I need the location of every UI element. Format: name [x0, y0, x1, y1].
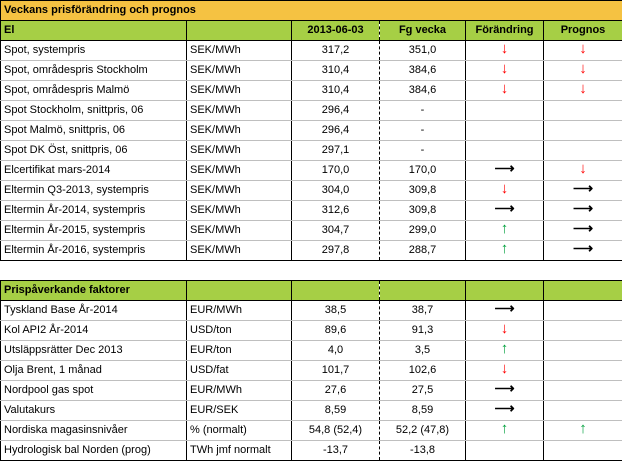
section-header-row	[1, 21, 622, 41]
table-row	[1, 381, 622, 401]
row-value-previous: 91,3	[380, 321, 466, 341]
row-value-previous: 309,8	[380, 181, 466, 201]
row-forecast-cell	[544, 121, 622, 141]
row-value-previous: 27,5	[380, 381, 466, 401]
row-change-cell	[466, 381, 544, 401]
row-label: Eltermin År-2015, systempris	[1, 221, 187, 241]
row-forecast-cell	[544, 441, 622, 461]
table-row	[1, 61, 622, 81]
change-down-arrow-icon: ↓	[501, 361, 509, 376]
row-label: Eltermin År-2014, systempris	[1, 201, 187, 221]
change-up-arrow-icon: ↑	[501, 341, 509, 356]
row-change-cell	[466, 421, 544, 441]
forecast-down-arrow-icon: ↓	[579, 81, 587, 96]
row-change-cell	[466, 201, 544, 221]
row-change-cell	[466, 341, 544, 361]
column-header-date: 2013-06-03	[292, 21, 380, 41]
column-header-change: Förändring	[466, 21, 544, 41]
row-forecast-cell	[544, 321, 622, 341]
row-value-current: 4,0	[292, 341, 380, 361]
column-header-prev-week	[380, 281, 466, 301]
column-header-forecast: Prognos	[544, 21, 622, 41]
row-label: Spot, områdespris Malmö	[1, 81, 187, 101]
row-unit: TWh jmf normalt	[187, 441, 292, 461]
change-up-arrow-icon: ↑	[501, 241, 509, 256]
row-label: Elcertifikat mars-2014	[1, 161, 187, 181]
row-value-current: 89,6	[292, 321, 380, 341]
row-label: Eltermin År-2016, systempris	[1, 241, 187, 261]
row-value-current: 297,1	[292, 141, 380, 161]
row-unit: SEK/MWh	[187, 41, 292, 61]
row-value-current: 54,8 (52,4)	[292, 421, 380, 441]
row-forecast-cell	[544, 61, 622, 81]
row-forecast-cell	[544, 301, 622, 321]
table-row	[1, 81, 622, 101]
forecast-down-arrow-icon: ↓	[579, 161, 587, 176]
row-forecast-cell	[544, 181, 622, 201]
table-row	[1, 341, 622, 361]
table-row	[1, 441, 622, 461]
row-unit: SEK/MWh	[187, 181, 292, 201]
row-change-cell	[466, 321, 544, 341]
row-value-previous: 38,7	[380, 301, 466, 321]
forecast-flat-arrow-icon: ⟶	[573, 221, 593, 236]
row-unit: SEK/MWh	[187, 61, 292, 81]
row-change-cell	[466, 361, 544, 381]
row-label: Spot DK Öst, snittpris, 06	[1, 141, 187, 161]
column-header-unit	[187, 281, 292, 301]
table-row	[1, 401, 622, 421]
row-value-current: 310,4	[292, 61, 380, 81]
table-row	[1, 181, 622, 201]
row-forecast-cell	[544, 81, 622, 101]
row-change-cell	[466, 61, 544, 81]
row-forecast-cell	[544, 161, 622, 181]
row-value-current: 296,4	[292, 101, 380, 121]
row-value-previous: 102,6	[380, 361, 466, 381]
forecast-flat-arrow-icon: ⟶	[573, 201, 593, 216]
row-label: Kol API2 År-2014	[1, 321, 187, 341]
row-forecast-cell	[544, 421, 622, 441]
section-title: El	[1, 21, 187, 41]
forecast-flat-arrow-icon: ⟶	[573, 241, 593, 256]
row-change-cell	[466, 301, 544, 321]
section-header-row	[1, 281, 622, 301]
row-unit: EUR/MWh	[187, 301, 292, 321]
row-unit: SEK/MWh	[187, 201, 292, 221]
table-row	[1, 141, 622, 161]
row-change-cell	[466, 221, 544, 241]
section-title: Prispåverkande faktorer	[1, 281, 187, 301]
row-label: Nordpool gas spot	[1, 381, 187, 401]
row-change-cell	[466, 241, 544, 261]
row-forecast-cell	[544, 101, 622, 121]
change-up-arrow-icon: ↑	[501, 421, 509, 436]
row-unit: SEK/MWh	[187, 141, 292, 161]
row-value-current: 297,8	[292, 241, 380, 261]
row-value-current: 27,6	[292, 381, 380, 401]
row-label: Tyskland Base År-2014	[1, 301, 187, 321]
row-value-current: 310,4	[292, 81, 380, 101]
column-header-date	[292, 281, 380, 301]
row-forecast-cell	[544, 201, 622, 221]
document-title: Veckans prisförändring och prognos	[1, 1, 622, 21]
row-label: Utsläppsrätter Dec 2013	[1, 341, 187, 361]
row-forecast-cell	[544, 141, 622, 161]
row-value-current: 296,4	[292, 121, 380, 141]
forecast-down-arrow-icon: ↓	[579, 61, 587, 76]
row-value-current: 304,0	[292, 181, 380, 201]
row-label: Eltermin Q3-2013, systempris	[1, 181, 187, 201]
row-value-previous: -	[380, 101, 466, 121]
row-unit: EUR/ton	[187, 341, 292, 361]
row-unit: EUR/SEK	[187, 401, 292, 421]
row-label: Valutakurs	[1, 401, 187, 421]
table-row	[1, 221, 622, 241]
change-flat-arrow-icon: ⟶	[494, 401, 514, 416]
table-row	[1, 241, 622, 261]
table-row	[1, 321, 622, 341]
table-row	[1, 301, 622, 321]
row-label: Olja Brent, 1 månad	[1, 361, 187, 381]
row-unit: EUR/MWh	[187, 381, 292, 401]
row-unit: % (normalt)	[187, 421, 292, 441]
row-value-current: 38,5	[292, 301, 380, 321]
row-change-cell	[466, 181, 544, 201]
row-value-previous: 52,2 (47,8)	[380, 421, 466, 441]
row-label: Spot Stockholm, snittpris, 06	[1, 101, 187, 121]
change-flat-arrow-icon: ⟶	[494, 301, 514, 316]
column-header-forecast	[544, 281, 622, 301]
table-row	[1, 101, 622, 121]
row-change-cell	[466, 141, 544, 161]
table-row	[1, 41, 622, 61]
row-value-previous: 3,5	[380, 341, 466, 361]
change-flat-arrow-icon: ⟶	[494, 381, 514, 396]
change-down-arrow-icon: ↓	[501, 181, 509, 196]
forecast-down-arrow-icon: ↓	[579, 41, 587, 56]
row-value-current: -13,7	[292, 441, 380, 461]
row-value-current: 101,7	[292, 361, 380, 381]
row-unit: SEK/MWh	[187, 161, 292, 181]
change-down-arrow-icon: ↓	[501, 41, 509, 56]
row-value-previous: 384,6	[380, 61, 466, 81]
row-unit: SEK/MWh	[187, 121, 292, 141]
row-label: Hydrologisk bal Norden (prog)	[1, 441, 187, 461]
row-forecast-cell	[544, 341, 622, 361]
change-flat-arrow-icon: ⟶	[494, 201, 514, 216]
change-down-arrow-icon: ↓	[501, 321, 509, 336]
row-value-current: 312,6	[292, 201, 380, 221]
row-unit: USD/fat	[187, 361, 292, 381]
row-forecast-cell	[544, 41, 622, 61]
column-header-prev-week: Fg vecka	[380, 21, 466, 41]
row-change-cell	[466, 101, 544, 121]
row-change-cell	[466, 81, 544, 101]
row-unit: USD/ton	[187, 321, 292, 341]
table-row	[1, 161, 622, 181]
row-label: Spot, områdespris Stockholm	[1, 61, 187, 81]
row-change-cell	[466, 441, 544, 461]
row-unit: SEK/MWh	[187, 81, 292, 101]
row-label: Spot, systempris	[1, 41, 187, 61]
row-value-current: 317,2	[292, 41, 380, 61]
row-value-previous: 309,8	[380, 201, 466, 221]
table-row	[1, 421, 622, 441]
row-forecast-cell	[544, 361, 622, 381]
table-row	[1, 201, 622, 221]
row-value-previous: -	[380, 121, 466, 141]
row-forecast-cell	[544, 241, 622, 261]
row-value-previous: 288,7	[380, 241, 466, 261]
change-flat-arrow-icon: ⟶	[494, 161, 514, 176]
table-row	[1, 361, 622, 381]
row-value-previous: -13,8	[380, 441, 466, 461]
forecast-flat-arrow-icon: ⟶	[573, 181, 593, 196]
row-forecast-cell	[544, 381, 622, 401]
change-up-arrow-icon: ↑	[501, 221, 509, 236]
row-change-cell	[466, 121, 544, 141]
row-label: Nordiska magasinsnivåer	[1, 421, 187, 441]
row-unit: SEK/MWh	[187, 221, 292, 241]
row-forecast-cell	[544, 401, 622, 421]
column-header-unit	[187, 21, 292, 41]
row-value-current: 170,0	[292, 161, 380, 181]
change-down-arrow-icon: ↓	[501, 61, 509, 76]
row-value-previous: 351,0	[380, 41, 466, 61]
row-label: Spot Malmö, snittpris, 06	[1, 121, 187, 141]
column-header-change	[466, 281, 544, 301]
document-title-row	[1, 1, 622, 21]
row-change-cell	[466, 41, 544, 61]
row-value-previous: 170,0	[380, 161, 466, 181]
row-value-current: 304,7	[292, 221, 380, 241]
row-unit: SEK/MWh	[187, 241, 292, 261]
change-down-arrow-icon: ↓	[501, 81, 509, 96]
forecast-up-arrow-icon: ↑	[579, 421, 587, 436]
row-change-cell	[466, 161, 544, 181]
row-value-previous: -	[380, 141, 466, 161]
row-value-current: 8,59	[292, 401, 380, 421]
row-value-previous: 384,6	[380, 81, 466, 101]
row-value-previous: 8,59	[380, 401, 466, 421]
table-row	[1, 121, 622, 141]
section-spacer	[1, 261, 622, 281]
row-forecast-cell	[544, 221, 622, 241]
row-unit: SEK/MWh	[187, 101, 292, 121]
row-change-cell	[466, 401, 544, 421]
row-value-previous: 299,0	[380, 221, 466, 241]
